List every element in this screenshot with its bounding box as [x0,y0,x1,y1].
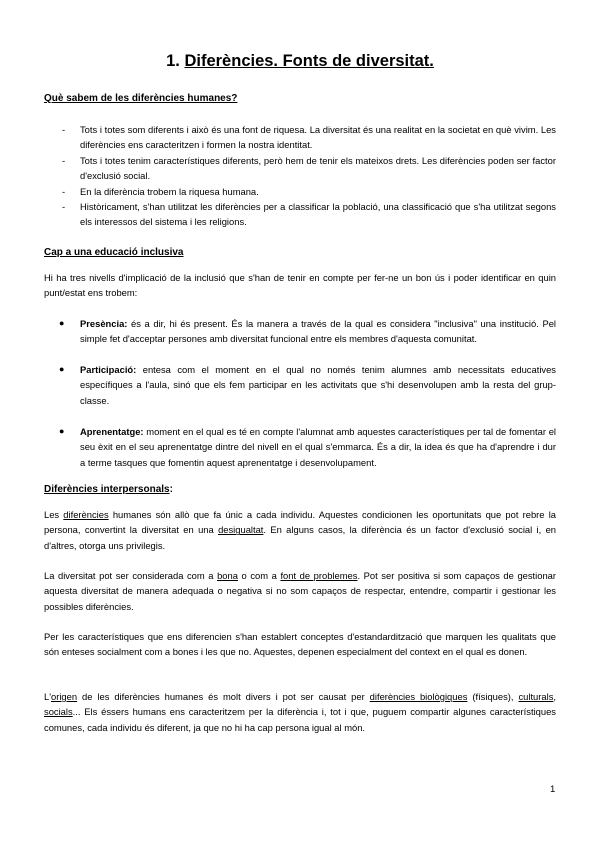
paragraph-origin [44,689,556,735]
paragraph-standardization: Per les característiques que ens diferencien s'han establert conceptes d'estandardització que marquen les qualitats que són enteses socialment com a bones i les que no. Aquestes, depenen especialment del context en el qual es donen. [44,631,556,658]
level-term: Presència: [80,318,128,329]
text-run: ... Els éssers humans ens caracteritzem per la diferència i, tot i que, puguem compartir algunes característiques comunes, cada individu és diferent, ja que no hi ha cap persona igual al món. [44,706,556,733]
level-text: és a dir, hi és present. És la manera a través de la qual es considera "inclusiva" una institució. Pel simple fet d'acceptar persones amb diversitat funcional entre els membres d'aquesta comunitat. [80,318,556,345]
underlined-term: origen [51,691,78,702]
text-run: de les diferències humanes és molt divers i pot ser causat per [77,691,370,702]
text-run: (físiques), [467,691,519,702]
page-title [0,52,600,71]
level-item-presence [80,316,556,347]
level-item-participation [80,362,556,408]
list-item: Tots i totes som diferents i això és una font de riquesa. La diversitat és una realitat en la societat en què vivim. Les diferències ens caracteritzen i formen la nostra identitat. [80,124,556,151]
heading-colon: : [169,484,173,495]
level-text: entesa com el moment en el qual no només tenim alumnes amb necessitats educatives específiques a l'aula, sinó que els fem participar en les activitats que s'hi desenvolupen amb la resta del grup-classe. [80,364,556,406]
bullet-icon: ● [59,426,65,436]
underlined-term: bona [217,570,238,581]
underlined-term: socials [44,706,73,718]
title-text: Diferències. Fonts de diversitat. [184,52,434,70]
section-heading-inclusive-education: Cap a una educació inclusiva [44,247,184,258]
level-text: moment en el qual es té en compte l'alumnat amb aquestes característiques per tal de fomentar el seu èxit en el seu aprenentatge dintre del nivell en el qual s'emmarca. És a dir, la idea és que ha d'aprendre i dur a terme tasques que fomentin aquest aprenentatge i desenvolupament. [80,426,556,468]
intro-paragraph: Hi ha tres nivells d'implicació de la inclusió que s'han de tenir en compte per fer-ne un bon ús i poder identificar en quin punt/estat ens trobem: [44,272,556,299]
dash-marker: - [62,186,66,197]
dash-marker: - [62,155,66,166]
dash-marker: - [62,201,66,212]
text-run: o com a [237,570,281,581]
underlined-term: font de problemes [280,570,358,581]
section-heading-differences: Què sabem de les diferències humanes? [44,93,238,104]
paragraph-differences [44,507,556,553]
level-term: Aprenentatge: [80,426,144,437]
underlined-term: desigualtat [218,524,264,536]
text-run: , [553,691,556,702]
level-item-learning [80,424,556,470]
level-term: Participació: [80,364,137,375]
text-run: L' [44,691,52,702]
list-item: Històricament, s'han utilitzat les diferències per a classificar la població, una classificació que s'ha utilitzat segons els interessos del sistema i les religions. [80,201,556,228]
underlined-term: diferències [63,509,109,520]
paragraph-diversity [44,568,556,614]
title-number: 1. [166,52,180,70]
text-run: La diversitat pot ser considerada com a [44,570,218,581]
dash-marker: - [62,124,66,135]
list-item: Tots i totes tenim característiques diferents, però hem de tenir els mateixos drets. Les diferències poden ser factor d'exclusió social. [80,155,556,182]
list-item: En la diferència trobem la riquesa humana. [80,186,259,197]
text-run: . En alguns casos, la diferència és un factor d'exclusió social i, en d'altres, otorga uns privilegis. [44,524,556,551]
section-heading-interpersonal [44,484,173,495]
underlined-term: diferències biològiques [369,691,468,702]
bullet-icon: ● [59,364,65,374]
bullet-icon: ● [59,318,65,328]
text-run: . Pot ser positiva si som capaços de gestionar aquesta diversitat de manera adequada o negativa si no som capaços de respectar, entendre, compartir i gestionar les possibles diferències. [44,570,557,612]
text-run: Les [44,509,64,520]
text-run: humanes són allò que fa únic a cada individu. Aquestes condicionen les oportunitats que pot rebre la persona, convertint la diversitat en una [44,509,556,536]
section-heading-text: Diferències interpersonals [44,484,170,495]
underlined-term: culturals [518,691,554,702]
page-number: 1 [550,784,556,795]
